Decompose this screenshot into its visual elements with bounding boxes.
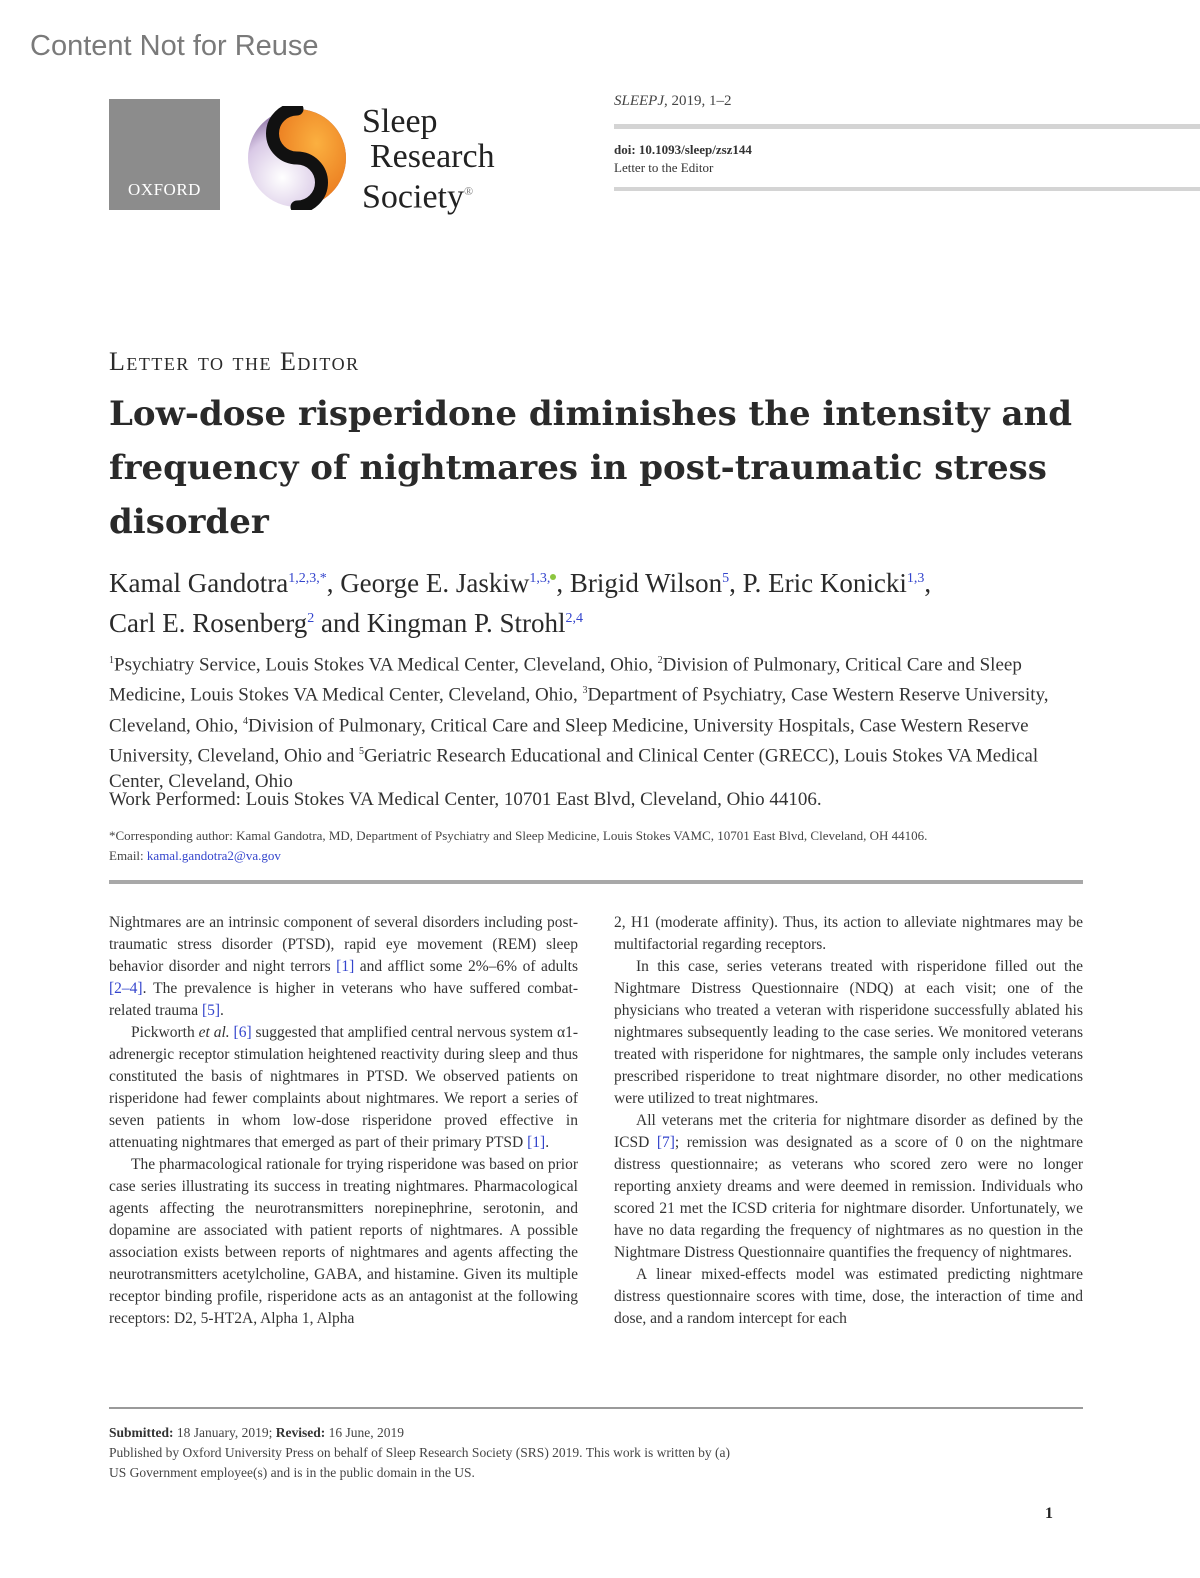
affiliation: Geriatric Research Educational and Clinical Center (GRECC), Louis Stokes VA Medical Center, Cleveland, Ohio: [109, 745, 1039, 793]
society-name-line2: Research: [370, 138, 495, 175]
body-paragraph: Pickworth et al. [6] suggested that amplified central nervous system α1-adrenergic receptor stimulation heightened reactivity during sleep and thus constituted the basis of nightmares in PTSD. We observed patients on risperidone had fewer complaints about nightmares. We report a series of seven patients in whom low-dose risperidone proved effective in attenuating nightmares that emerged as part of their primary PTSD [1].: [109, 1024, 578, 1151]
header-rule-top: [614, 124, 1200, 129]
body-column-left: [109, 912, 578, 1330]
header-rule-bottom: [614, 187, 1200, 191]
email-link[interactable]: kamal.gandotra2@va.gov: [146, 848, 281, 863]
author-affiliation-ref[interactable]: 5: [722, 571, 730, 586]
article-title: Low-dose risperidone diminishes the intensity and frequency of nightmares in post-traumatic stress disorder: [109, 394, 1073, 542]
society-name-line1: Sleep: [362, 103, 438, 140]
affiliation: Division of Pulmonary, Critical Care and Sleep Medicine, University Hospitals, Case Western Reserve University, Cleveland, Ohio and: [109, 714, 1029, 767]
author-name: Kamal Gandotra: [109, 568, 289, 598]
submission-dates: Submitted: 18 January, 2019; Revised: 16 June, 2019: [109, 1425, 404, 1440]
section-label: Letter to the Editor: [109, 347, 360, 376]
affiliation: Psychiatry Service, Louis Stokes VA Medical Center, Cleveland, Ohio,: [114, 654, 658, 676]
citation-link[interactable]: [2–4]: [109, 980, 143, 997]
title-block-divider: [109, 880, 1083, 884]
oxford-logo: [109, 99, 220, 210]
corresponding-author: [109, 826, 1099, 866]
body-paragraph: A linear mixed-effects model was estimated predicting nightmare distress questionnaire scores with time, dose, the interaction of time and dose, and a random intercept for each: [614, 1266, 1083, 1327]
page-number: 1: [1045, 1505, 1053, 1522]
author-name: Kingman P. Strohl: [366, 608, 566, 638]
citation-link[interactable]: [1]: [527, 1134, 546, 1151]
public-domain-note: US Government employee(s) and is in the public domain in the US.: [109, 1465, 475, 1480]
author-list: Kamal Gandotra$^{1,2,3,*}$, George E. Jaskiw$^{1,3,}$ , Brigid Wilson$^5$, P. Eric Konicki$^{1,3}$, Carl E. Rosenberg$^2$ and Kingman P. Strohl$^{2,4}$: [109, 568, 932, 638]
author-affiliation-ref[interactable]: 2: [307, 611, 315, 626]
citation-link[interactable]: [7]: [656, 1134, 675, 1151]
society-name-line3: Society®: [362, 178, 474, 216]
body-paragraph: In this case, series veterans treated with risperidone filled out the Nightmare Distress Questionnaire (NDQ) at each visit; one of the physicians who treated a veteran with risperidone successfully ablated his nightmares subsequently leading to the case series. We monitored veterans treated with risperidone for nightmares, the sample only includes veterans prescribed risperidone to treat nightmare disorder, no other medications were utilized to treat nightmares.: [614, 958, 1083, 1107]
footer-divider: [109, 1407, 1083, 1409]
affiliation: Division of Pulmonary, Critical Care and Sleep Medicine, Louis Stokes VA Medical Center, Cleveland, Ohio,: [109, 654, 1022, 706]
watermark: Content Not for Reuse: [30, 30, 319, 62]
society-name: [362, 104, 495, 214]
author-name: George E. Jaskiw: [340, 568, 530, 598]
journal-volume: , 2019, 1–2: [664, 93, 732, 109]
article-type: Letter to the Editor: [614, 160, 714, 175]
doi-block: [614, 141, 752, 177]
citation-link[interactable]: [6]: [233, 1024, 252, 1041]
body-paragraph: The pharmacological rationale for trying risperidone was based on prior case series illustrating its success in treating nightmares. Pharmacological agents affecting the neurotransmitters norepinephrine, serotonin, and dopamine are associated with patient reports of nightmares. A possible association exists between reports of nightmares and agents affecting the neurotransmitters acetylcholine, GABA, and histamine. Given its multiple receptor binding profile, risperidone acts as an antagonist at the following receptors: D2, 5-HT2A, Alpha 1, Alpha: [109, 1156, 578, 1327]
sleep-research-society-logo-icon: [245, 106, 349, 210]
body-column-right: [614, 912, 1083, 1330]
author-name: Brigid Wilson: [569, 568, 723, 598]
publisher-note: Published by Oxford University Press on behalf of Sleep Research Society (SRS) 2019. This work is written by (a): [109, 1445, 731, 1460]
author-affiliation-ref[interactable]: 2,4: [565, 611, 583, 626]
author-name: P. Eric Konicki: [742, 568, 907, 598]
body-paragraph: All veterans met the criteria for nightmare disorder as defined by the ICSD [7]; remission was designated as a score of 0 on the nightmare distress questionnaire; as veterans who scored zero were no longer reporting anxiety dreams and were deemed in remission. Individuals who scored 21 met the ICSD criteria for nightmare disorder. Unfortunately, we have no data regarding the frequency of nightmares as no question in the Nightmare Distress Questionnaire quantifies the frequency of nightmares.: [614, 1112, 1083, 1261]
citation-link[interactable]: [5]: [201, 1002, 221, 1019]
citation-link[interactable]: [1]: [336, 958, 355, 975]
author-affiliation-ref[interactable]: 1,3,: [529, 571, 551, 586]
work-performed: Work Performed: Louis Stokes VA Medical Center, 10701 East Blvd, Cleveland, Ohio 44106.: [109, 789, 822, 810]
corresponding-author-details: *Corresponding author: Kamal Gandotra, MD, Department of Psychiatry and Sleep Medicine, Louis Stokes VAMC, 10701 East Blvd, Cleveland, OH 44106.: [109, 828, 928, 843]
body-paragraph: Nightmares are an intrinsic component of several disorders including post-traumatic stress disorder (PTSD), rapid eye movement (REM) sleep behavior disorder and night terrors [1] and afflict some 2%–6% of adults [2–4]. The prevalence is higher in veterans who have suffered combat-related trauma [5].: [109, 914, 578, 1019]
affiliation: Department of Psychiatry, Case Western Reserve University, Cleveland, Ohio,: [109, 684, 1049, 736]
oxford-logo-label: OXFORD: [128, 180, 201, 199]
doi: doi: 10.1093/sleep/zsz144: [614, 142, 752, 157]
body-paragraph: 2, H1 (moderate affinity). Thus, its action to alleviate nightmares may be multifactorial regarding receptors.: [614, 914, 1083, 953]
registered-mark: ®: [463, 184, 474, 198]
journal-name: SLEEPJ: [614, 93, 664, 109]
author-name: Carl E. Rosenberg: [109, 608, 308, 638]
email-label: Email:: [109, 848, 147, 863]
footer-notes: [109, 1423, 1099, 1483]
affiliations: $^1$Psychiatry Service, Louis Stokes VA Medical Center, Cleveland, Ohio, $^2$Division of Pulmonary, Critical Care and Sleep Medicine, Louis Stokes VA Medical Center, Cleveland, Ohio, $^3$Department of Psychiatry, Case Western Reserve University, Cleveland, Ohio, $^4$Division of Pulmonary, Critical Care and Sleep Medicine, University Hospitals, Case Western Reserve University, Cleveland, Ohio and $^5$Geriatric Research Educational and Clinical Center (GRECC), Louis Stokes VA Medical Center, Cleveland, Ohio: [109, 654, 1049, 793]
author-affiliation-ref[interactable]: 1,2,3,*: [288, 571, 327, 586]
author-affiliation-ref[interactable]: 1,3: [906, 571, 925, 586]
journal-citation: [614, 93, 732, 110]
